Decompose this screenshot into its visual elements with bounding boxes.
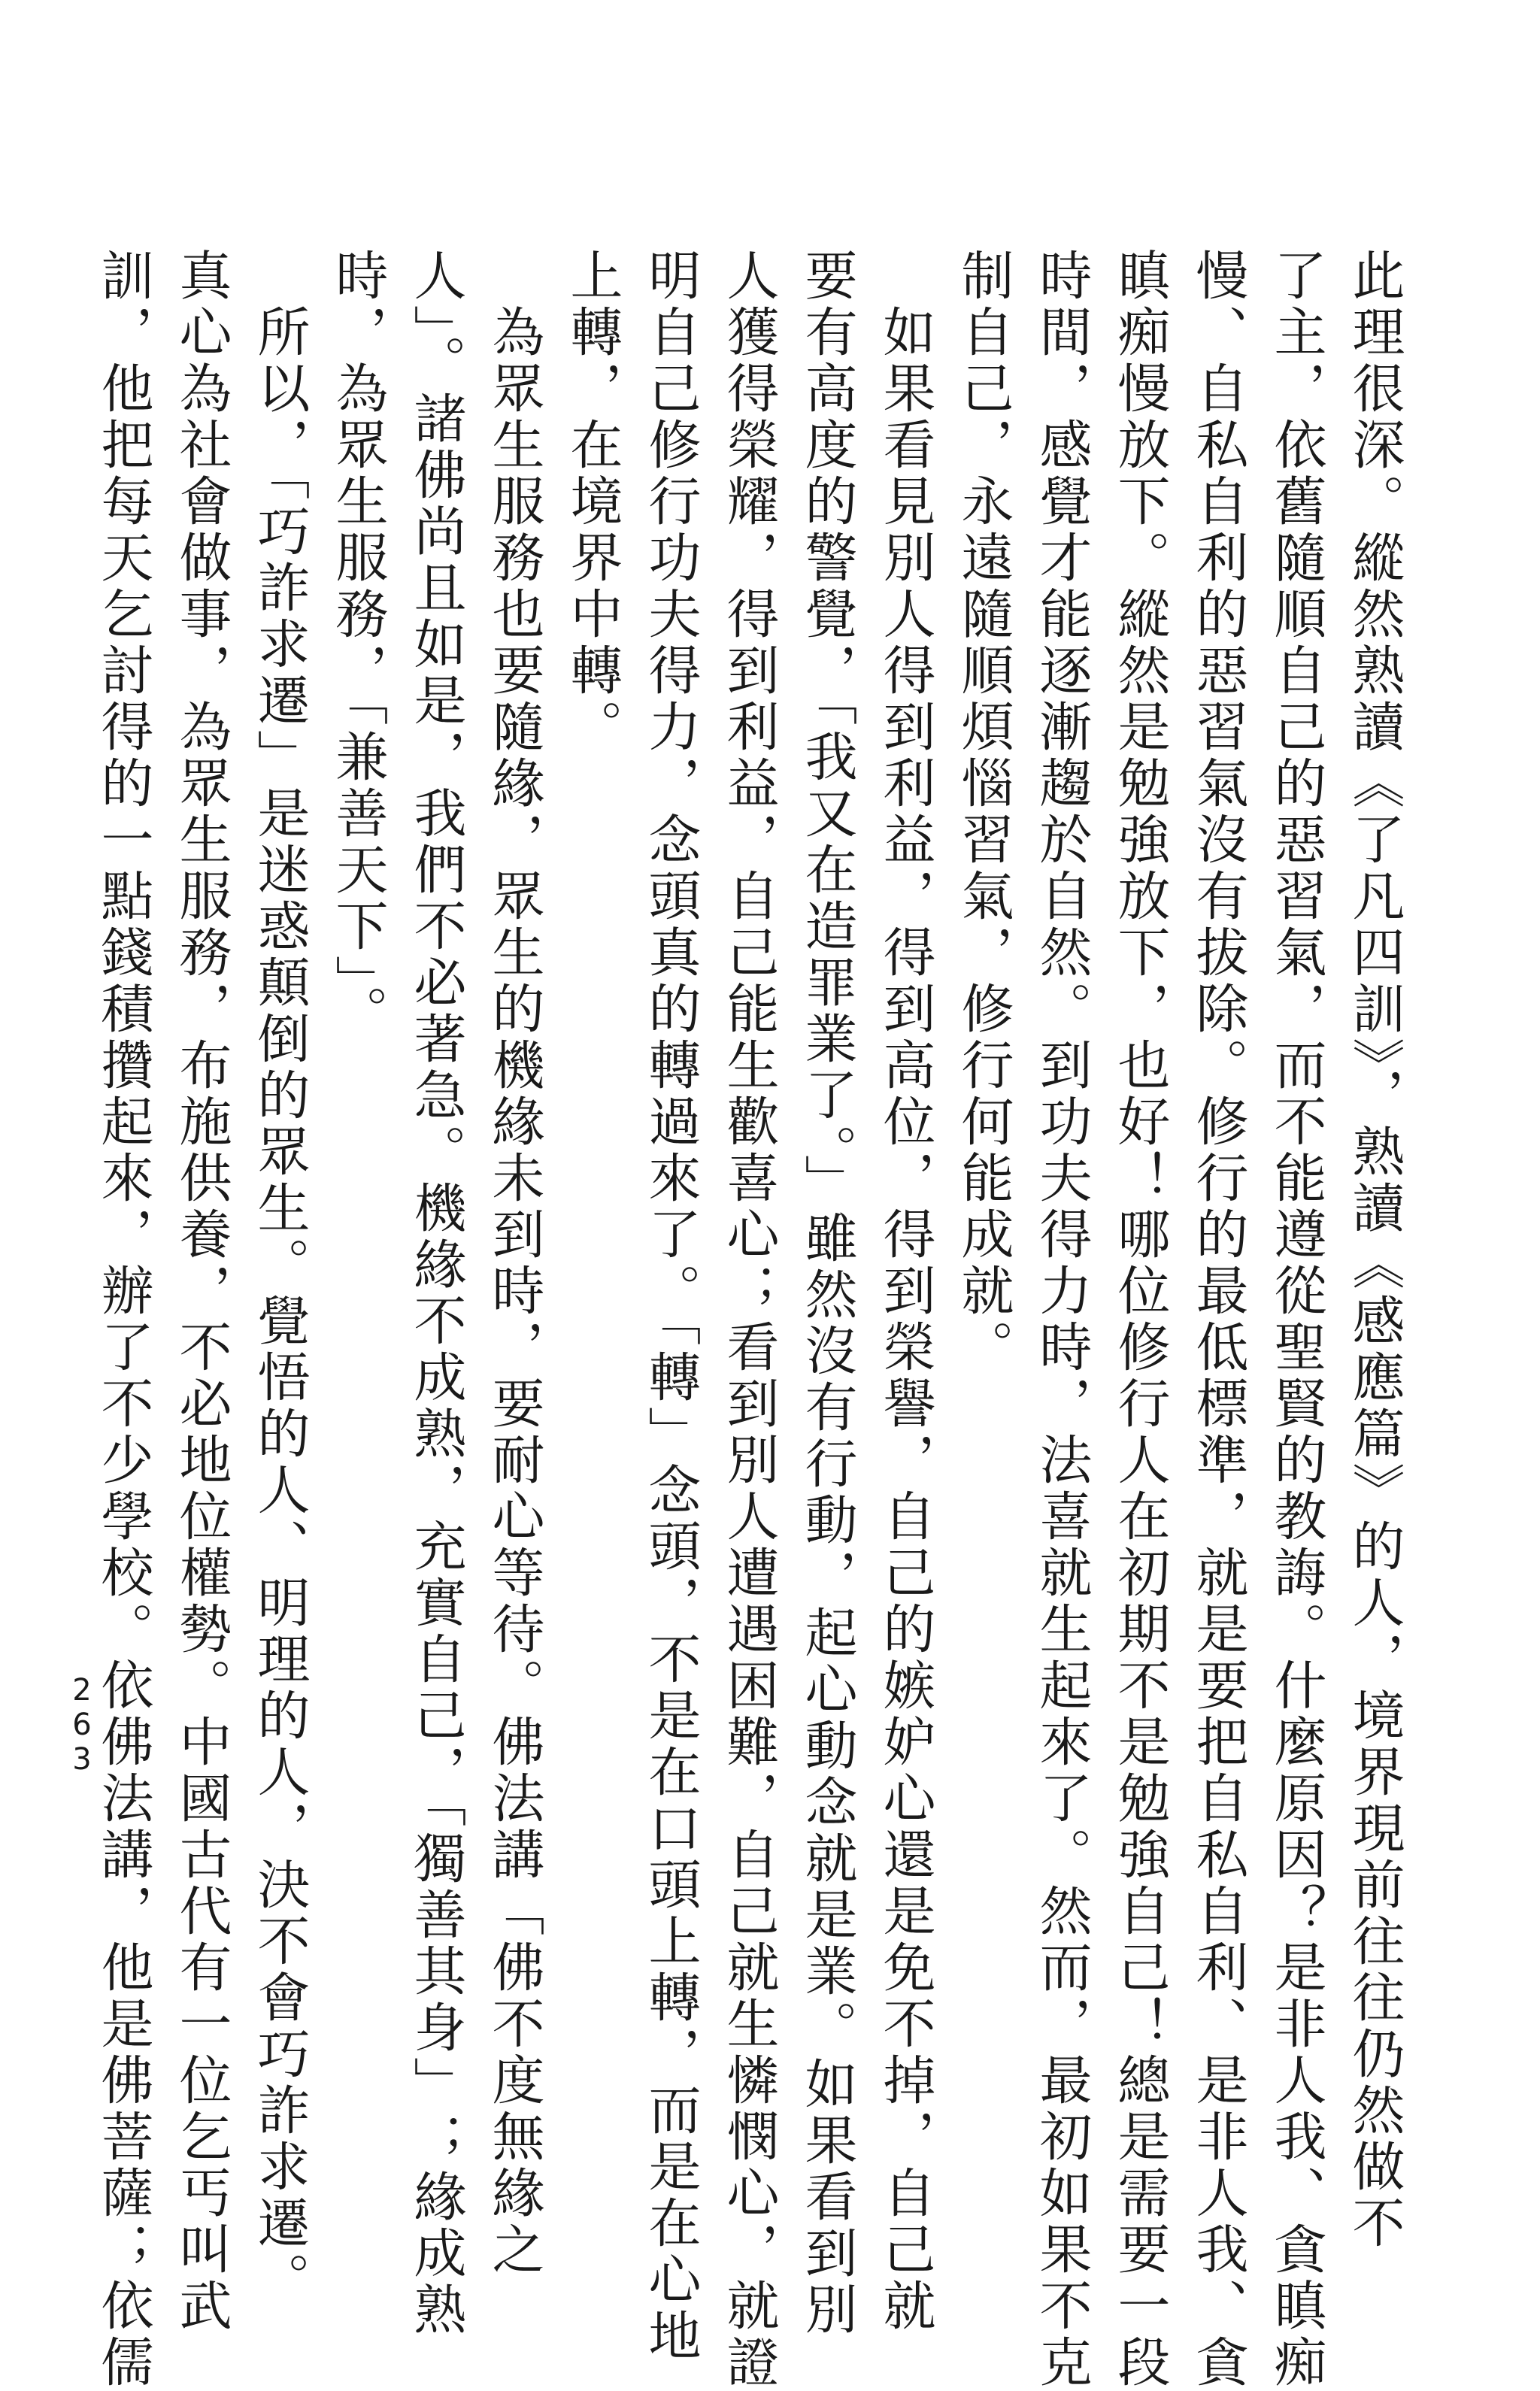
text-line: 此理很深。縱然熟讀《了凡四訓》，熟讀《感應篇》的人，境界現前往往仍然做不 xyxy=(1344,248,1405,2252)
text-line: 訓，他把每天乞討得的一點錢積攢起來，辦了不少學校。依佛法講，他是佛菩薩；依儒 xyxy=(92,248,154,2391)
text-line: 上轉，在境界中轉。 xyxy=(562,248,623,756)
text-line: 瞋痴慢放下。縱然是勉強放下，也好！哪位修行人在初期不是勉強自己！總是需要一段 xyxy=(1109,248,1171,2391)
text-line: 人獲得榮耀，得到利益，自己能生歡喜心；看到別人遭遇困難，自己就生憐憫心，就證 xyxy=(718,248,780,2391)
text-line: 了主，依舊隨順自己的惡習氣，而不能遵從聖賢的教誨。什麼原因？是非人我、貪瞋痴 xyxy=(1266,248,1327,2391)
text-line: 慢、自私自利的惡習氣沒有拔除。修行的最低標準，就是要把自私自利、是非人我、貪 xyxy=(1187,248,1249,2391)
text-line: 所以，「巧詐求遷」是迷惑顛倒的眾生。覺悟的人、明理的人，決不會巧詐求遷。 xyxy=(249,305,311,2308)
text-line: 為眾生服務也要隨緣，眾生的機緣未到時，要耐心等待。佛法講「佛不度無緣之 xyxy=(484,305,545,2278)
text-line: 時，為眾生服務，「兼善天下」。 xyxy=(327,248,389,1041)
page-number: 263 xyxy=(65,1673,99,1777)
body-text xyxy=(84,248,1414,2391)
text-line: 時間，感覺才能逐漸趨於自然。到功夫得力時，法喜就生起來了。然而，最初如果不克 xyxy=(1031,248,1093,2391)
text-line: 真心為社會做事，為眾生服務，布施供養，不必地位權勢。中國古代有一位乞丐叫武 xyxy=(171,248,232,2335)
text-line: 要有高度的警覺，「我又在造罪業了。」雖然沒有行動，起心動念就是業。如果看到別 xyxy=(796,248,858,2338)
text-line: 明自己修行功夫得力，念頭真的轉過來了。「轉」念頭，不是在口頭上轉，而是在心地 xyxy=(640,248,702,2365)
text-line: 制自己，永遠隨順煩惱習氣，修行何能成就。 xyxy=(953,248,1014,1376)
text-line: 如果看見別人得到利益，得到高位，得到榮譽，自己的嫉妒心還是免不掉，自己就 xyxy=(875,305,936,2335)
text-line: 人」。諸佛尚且如是，我們不必著急。機緣不成熟，充實自己，「獨善其身」；緣成熟 xyxy=(405,248,467,2338)
